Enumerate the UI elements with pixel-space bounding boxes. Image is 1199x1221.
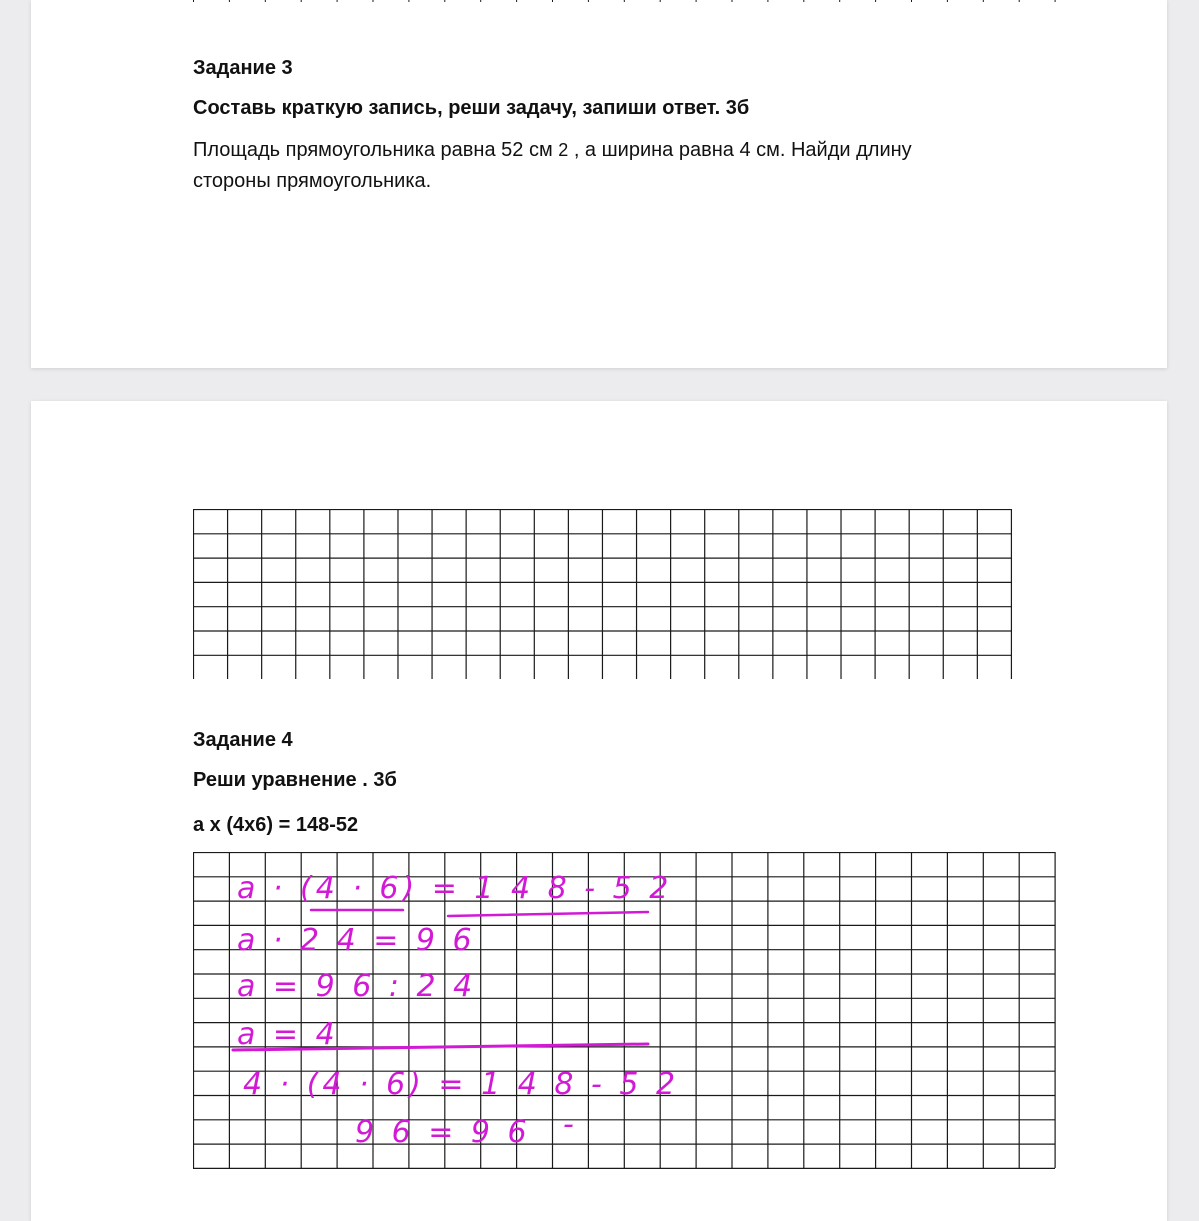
- handwriting-line-6: 9 6 = 9 6: [355, 1115, 531, 1150]
- task3-problem-part2: , а ширина равна 4 см. Найди длину: [568, 139, 912, 161]
- handwriting-line-4: a = 4: [237, 1017, 339, 1052]
- answer-grid-task3: [193, 509, 1013, 681]
- task3-heading: Задание 3: [193, 57, 293, 79]
- handwriting-line-7: -: [563, 1107, 578, 1142]
- task3-problem-part1: Площадь прямоугольника равна 52 см: [193, 139, 553, 161]
- task3-instruction: Составь краткую запись, реши задачу, запиши ответ. 3б: [193, 97, 750, 119]
- task4-instruction: Реши уравнение . 3б: [193, 769, 397, 791]
- handwriting-line-3: a = 9 6 : 2 4: [237, 969, 477, 1004]
- handwriting-line-5: 4 · (4 · 6) = 1 4 8 - 5 2: [243, 1067, 680, 1102]
- task4-heading: Задание 4: [193, 729, 293, 751]
- task4-equation: а х (4х6) = 148-52: [193, 814, 359, 836]
- handwriting-line-1-text: a · (4 · 6) = 1 4 8 - 5 2: [237, 871, 673, 906]
- task3-problem-text: [193, 135, 1093, 197]
- worksheet-page-upper: [31, 0, 1167, 368]
- answer-grid-top-partial: [193, 0, 1057, 4]
- task3-problem-line2: стороны прямоугольника.: [193, 170, 432, 192]
- task3-problem-superscript: 2: [558, 140, 569, 160]
- worksheet-page-lower: [31, 401, 1167, 1221]
- handwriting-line-2: a · 2 4 = 9 6: [237, 923, 476, 958]
- answer-grid-task4: [193, 852, 1057, 1170]
